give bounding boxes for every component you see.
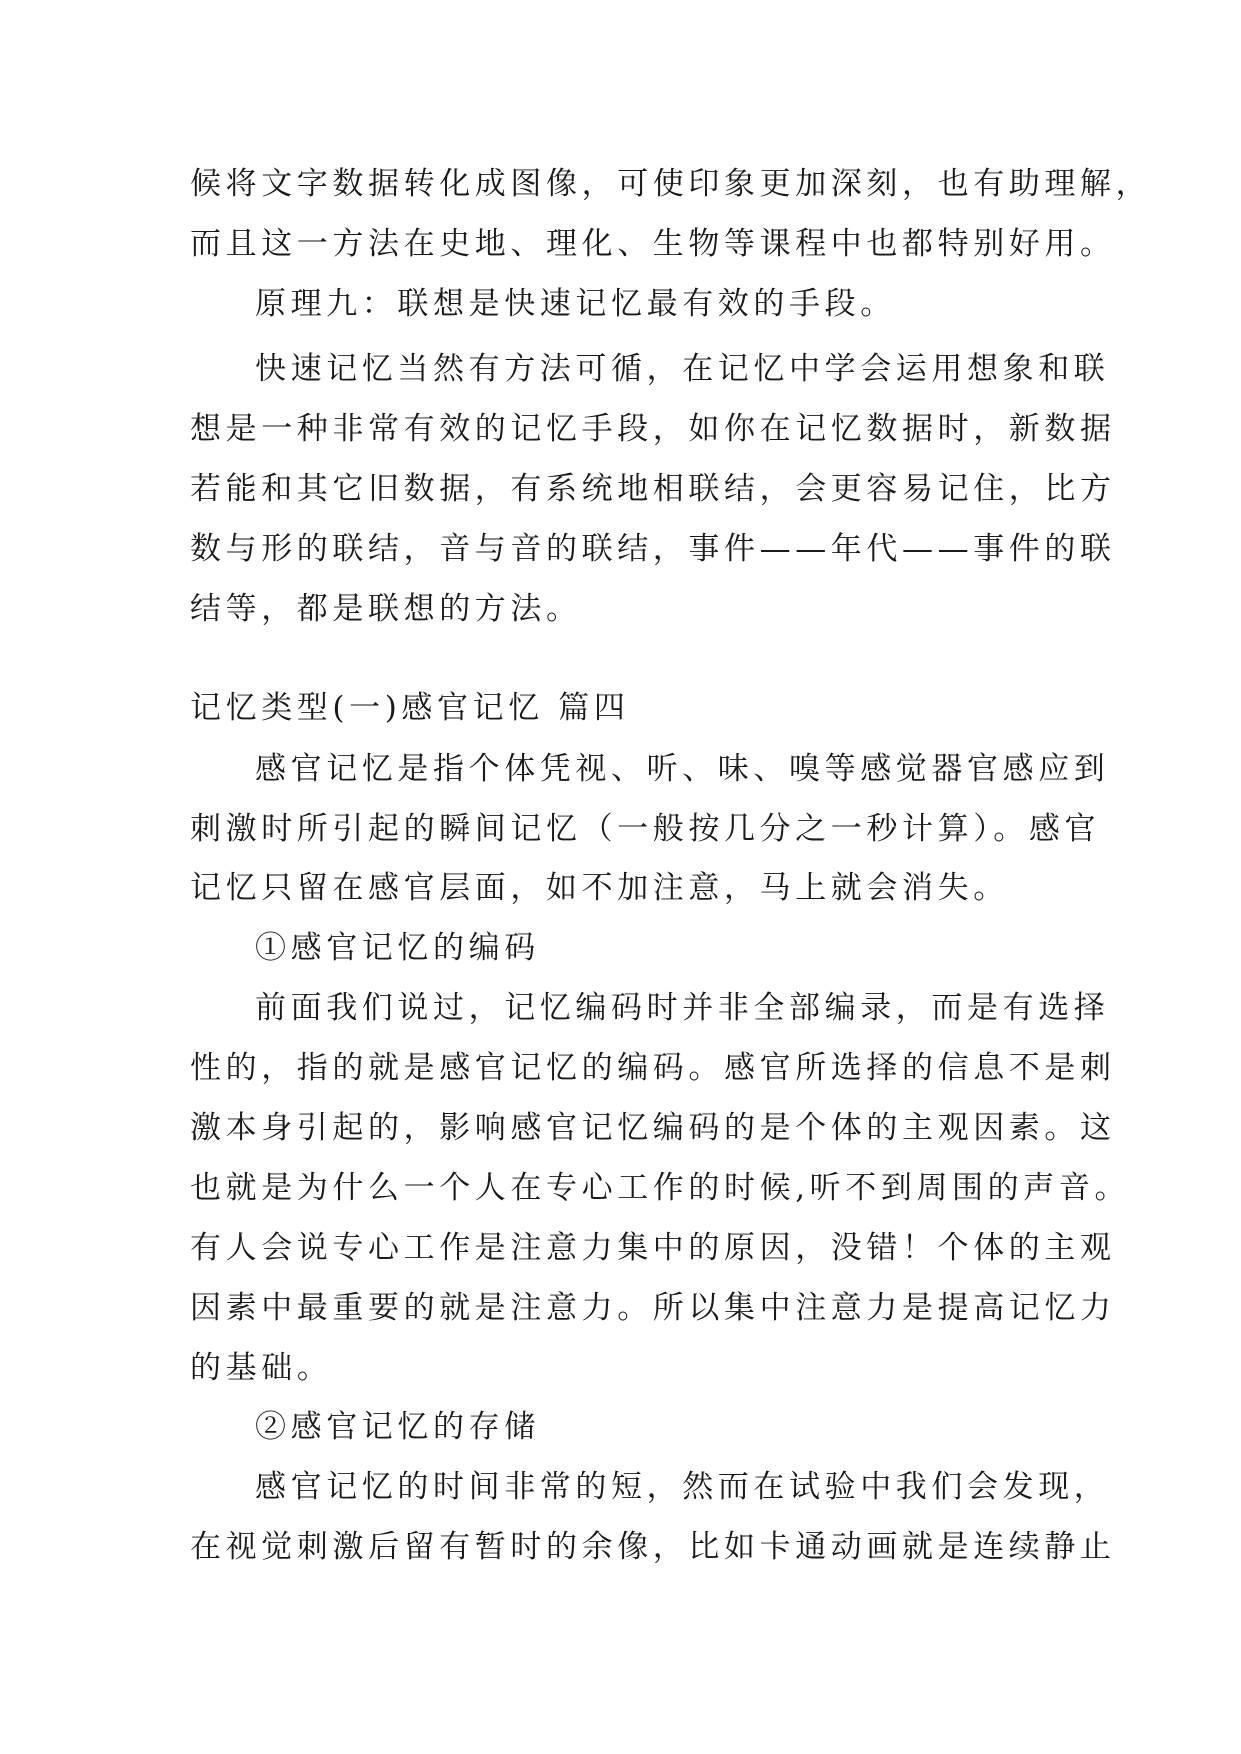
body-text-line: 数与形的联结，音与音的联结，事件——年代——事件的联 (190, 531, 1116, 567)
body-text-line: 候将文字数据转化成图像，可使印象更加深刻，也有助理解， (190, 166, 1152, 202)
body-text-line: 在视觉刺激后留有暂时的余像，比如卡通动画就是连续静止 (190, 1529, 1116, 1565)
body-text-line: 刺激时所引起的瞬间记忆（一般按几分之一秒计算）。感官 (190, 811, 1101, 847)
body-text-line: 快速记忆当然有方法可循，在记忆中学会运用想象和联 (255, 351, 1110, 387)
body-text-line: 而且这一方法在史地、理化、生物等课程中也都特别好用。 (190, 226, 1116, 262)
subheading: ①感官记忆的编码 (255, 930, 540, 966)
body-text-line: 的基础。 (190, 1350, 333, 1386)
section-title: 记忆类型(一)感官记忆 篇四 (190, 690, 630, 726)
body-text-line: 感官记忆的时间非常的短，然而在试验中我们会发现， (255, 1469, 1110, 1505)
principle-heading: 原理九：联想是快速记忆最有效的手段。 (255, 286, 896, 322)
body-text-line: 结等，都是联想的方法。 (190, 591, 582, 627)
body-text-line: 因素中最重要的就是注意力。所以集中注意力是提高记忆力 (190, 1290, 1116, 1326)
body-text-line: 记忆只留在感官层面，如不加注意，马上就会消失。 (190, 870, 1009, 906)
body-text-line: 也就是为什么一个人在专心工作的时候,听不到周围的声音。 (190, 1170, 1131, 1206)
body-text-line: 前面我们说过，记忆编码时并非全部编录，而是有选择 (255, 990, 1110, 1026)
body-text-line: 若能和其它旧数据，有系统地相联结，会更容易记住，比方 (190, 471, 1116, 507)
body-text-line: 激本身引起的，影响感官记忆编码的是个体的主观因素。这 (190, 1110, 1116, 1146)
body-text-line: 想是一种非常有效的记忆手段，如你在记忆数据时，新数据 (190, 411, 1116, 447)
subheading: ②感官记忆的存储 (255, 1409, 540, 1445)
body-text-line: 有人会说专心工作是注意力集中的原因，没错！个体的主观 (190, 1230, 1116, 1266)
body-text-line: 感官记忆是指个体凭视、听、味、嗅等感觉器官感应到 (255, 751, 1110, 787)
body-text-line: 性的，指的就是感官记忆的编码。感官所选择的信息不是刺 (190, 1050, 1116, 1086)
